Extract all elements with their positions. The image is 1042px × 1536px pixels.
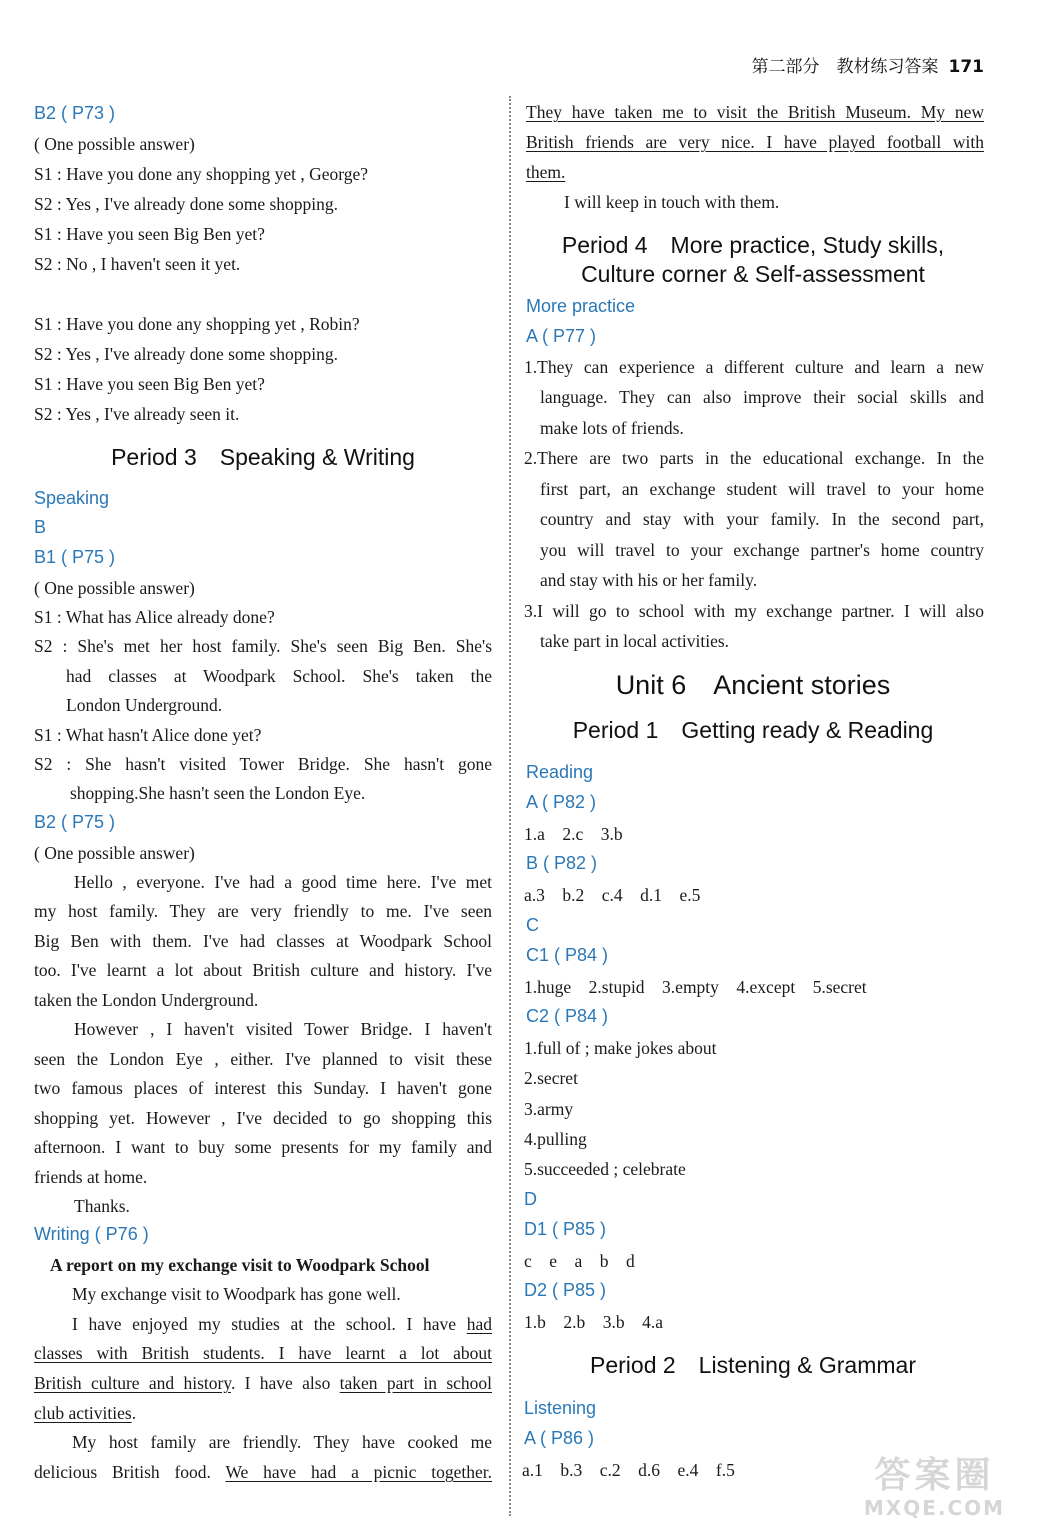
dialog-line: London Underground. (66, 695, 223, 715)
section-label-d2-p85: D2 ( P85 ) (524, 1280, 607, 1300)
section-label-a-p82: A ( P82 ) (526, 792, 597, 812)
answer-line: and stay with his or her family. (540, 570, 758, 590)
letter-line: too. I've learnt a lot about British culture and history. I've (34, 960, 492, 980)
section-label-d1-p85: D1 ( P85 ) (524, 1219, 607, 1239)
dialog-line: S1 : Have you done any shopping yet , Robin? (34, 314, 360, 334)
answer-line: 1.full of ; make jokes about (524, 1038, 717, 1058)
reading-label: Reading (526, 762, 594, 782)
dialog-line: S1 : Have you seen Big Ben yet? (34, 224, 265, 244)
answer-line: 4.pulling (524, 1129, 587, 1149)
header-title: 第二部分 教材练习答案 (751, 57, 939, 77)
report-continued-line: British friends are very nice. I have played football with (526, 132, 984, 152)
answer-note: ( One possible answer) (34, 843, 195, 863)
writing-label: Writing ( P76 ) (34, 1224, 149, 1244)
letter-line: afternoon. I want to buy some presents for my family and (34, 1137, 492, 1157)
letter-line: Hello , everyone. I've had a good time here. I've met (74, 872, 492, 892)
dialog-line: S2 : She hasn't visited Tower Bridge. She hasn't gone (34, 754, 492, 774)
answer-line: take part in local activities. (540, 631, 730, 651)
period-3-heading: Period 3 Speaking & Writing (111, 444, 415, 470)
more-practice-label: More practice (526, 296, 636, 316)
listening-label: Listening (524, 1398, 597, 1418)
section-label-d: D (524, 1189, 537, 1209)
letter-line: Thanks. (74, 1196, 130, 1216)
answer-line: 2.secret (524, 1068, 578, 1088)
answer-line: 5.succeeded ; celebrate (524, 1159, 686, 1179)
report-line: delicious British food. We have had a picnic together. (34, 1462, 492, 1482)
report-line: My host family are friendly. They have cooked me (72, 1432, 492, 1452)
dialog-line: S1 : Have you done any shopping yet , George? (34, 164, 369, 184)
letter-line: Big Ben with them. I've had classes at Woodpark School (34, 931, 492, 951)
section-label-b2-p75: B2 ( P75 ) (34, 812, 116, 832)
report-continued-line: They have taken me to visit the British Museum. My new (526, 102, 984, 122)
report-line: My exchange visit to Woodpark has gone well. (72, 1284, 401, 1304)
speaking-label: Speaking (34, 488, 110, 508)
letter-line: friends at home. (34, 1167, 148, 1187)
letter-line: two famous places of interest this Sunday. I haven't gone (34, 1078, 492, 1098)
answer-line: you will travel to your exchange partner's home country (540, 540, 984, 560)
section-label-b1-p75: B1 ( P75 ) (34, 547, 116, 567)
unit-6-heading: Unit 6 Ancient stories (615, 670, 891, 700)
answer-line: 1.a 2.c 3.b (524, 824, 623, 844)
report-line: club activities. (34, 1403, 137, 1423)
site-watermark: 答案圈 MXQE.COM (863, 1455, 1006, 1520)
section-label-a-p77: A ( P77 ) (526, 326, 597, 346)
dialog-line: S2 : Yes , I've already done some shopping. (34, 194, 339, 214)
report-title: A report on my exchange visit to Woodpark School (50, 1255, 430, 1275)
section-label-c1-p84: C1 ( P84 ) (526, 945, 609, 965)
answer-line: a.1 b.3 c.2 d.6 e.4 f.5 (522, 1460, 735, 1480)
page-number: 171 (948, 57, 984, 77)
dialog-line: S2 : No , I haven't seen it yet. (34, 254, 241, 274)
period-1-heading: Period 1 Getting ready & Reading (572, 717, 934, 743)
period-2-heading: Period 2 Listening & Grammar (590, 1352, 916, 1378)
section-label-b-p82: B ( P82 ) (526, 853, 598, 873)
dialog-line: S1 : What has Alice already done? (34, 607, 275, 627)
section-label-b: B (34, 517, 47, 537)
letter-line: taken the London Underground. (34, 990, 259, 1010)
period-4-heading-line1: Period 4 More practice, Study skills, (561, 232, 945, 258)
dialog-line: had classes at Woodpark School. She's taken the (66, 666, 492, 686)
answer-line: 3.I will go to school with my exchange partner. I will also (524, 601, 984, 621)
answer-line: 1.huge 2.stupid 3.empty 4.except 5.secret (524, 977, 867, 997)
answer-line: language. They can also improve their social skills and (540, 387, 984, 407)
answer-note: ( One possible answer) (34, 578, 195, 598)
answer-line: c e a b d (524, 1251, 635, 1271)
letter-line: shopping yet. However , I've decided to go shopping this (34, 1108, 492, 1128)
report-continued-line: them. (526, 162, 566, 182)
answer-line: 1.They can experience a different culture and learn a new (524, 357, 984, 377)
dialog-line: S1 : Have you seen Big Ben yet? (34, 374, 265, 394)
answer-line: a.3 b.2 c.4 d.1 e.5 (524, 885, 701, 905)
report-line: I have enjoyed my studies at the school. I have had (72, 1314, 492, 1334)
report-line: British culture and history. I have also taken part in school (34, 1373, 493, 1393)
dialog-line: S2 : Yes , I've already seen it. (34, 404, 240, 424)
report-continued-line: I will keep in touch with them. (564, 192, 780, 212)
dialog-line: S2 : Yes , I've already done some shopping. (34, 344, 339, 364)
section-label-a-p86: A ( P86 ) (524, 1428, 595, 1448)
letter-line: my host family. They are very friendly to me. I've seen (34, 901, 492, 921)
letter-line: However , I haven't visited Tower Bridge. I haven't (74, 1019, 492, 1039)
column-divider (509, 96, 511, 1516)
dialog-line: shopping.She hasn't seen the London Eye. (70, 783, 366, 803)
answer-line: 2.There are two parts in the educational exchange. In the (524, 448, 984, 468)
page-header (752, 52, 985, 77)
section-label-c2-p84: C2 ( P84 ) (526, 1006, 609, 1026)
answer-note: ( One possible answer) (34, 134, 195, 154)
answer-line: make lots of friends. (540, 418, 684, 438)
section-label-b2-p73: B2 ( P73 ) (34, 103, 116, 123)
answer-line: 3.army (524, 1099, 574, 1119)
answer-line: first part, an exchange student will travel to your home (540, 479, 984, 499)
dialog-line: S2 : She's met her host family. She's seen Big Ben. She's (34, 636, 492, 656)
dialog-line: S1 : What hasn't Alice done yet? (34, 725, 262, 745)
report-line: classes with British students. I have learnt a lot about (34, 1343, 492, 1363)
letter-line: seen the London Eye , either. I've planned to visit these (34, 1049, 492, 1069)
answer-line: country and stay with your family. In the second part, (540, 509, 984, 529)
period-4-heading-line2: Culture corner & Self-assessment (581, 261, 925, 287)
answer-line: 1.b 2.b 3.b 4.a (524, 1312, 664, 1332)
section-label-c: C (526, 915, 539, 935)
